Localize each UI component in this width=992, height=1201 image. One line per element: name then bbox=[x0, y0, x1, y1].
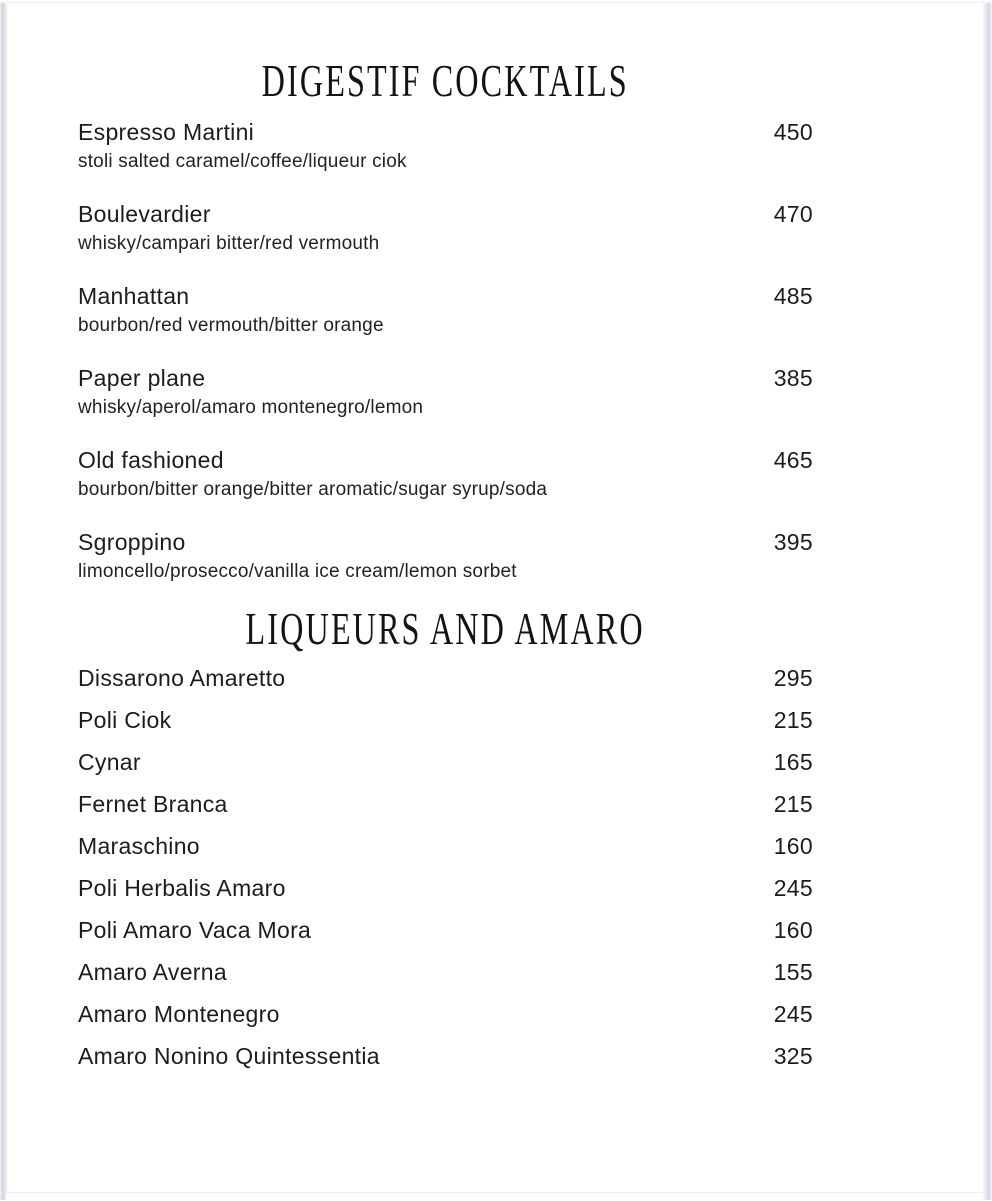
section-liqueurs-and-amaro bbox=[78, 604, 813, 1071]
item-name: Old fashioned bbox=[78, 447, 224, 473]
item-head bbox=[78, 748, 813, 777]
item-head bbox=[78, 200, 813, 229]
item-head bbox=[78, 1042, 813, 1071]
item-head bbox=[78, 118, 813, 147]
item-price: 450 bbox=[773, 119, 813, 145]
item-head bbox=[78, 706, 813, 735]
menu-item bbox=[78, 706, 813, 735]
item-head bbox=[78, 664, 813, 693]
item-head bbox=[78, 364, 813, 393]
item-name: Paper plane bbox=[78, 365, 206, 391]
section-digestif-cocktails bbox=[78, 56, 813, 583]
item-head bbox=[78, 958, 813, 987]
item-price: 395 bbox=[773, 529, 813, 555]
item-name: Cynar bbox=[78, 749, 141, 775]
menu-item bbox=[78, 364, 813, 419]
menu-item bbox=[78, 1000, 813, 1029]
page-left-edge-shadow bbox=[0, 0, 8, 1200]
section-title-text: LIQUEURS AND AMARO bbox=[245, 603, 646, 654]
menu-item bbox=[78, 200, 813, 255]
menu-item bbox=[78, 916, 813, 945]
menu-item bbox=[78, 1042, 813, 1071]
item-name: Sgroppino bbox=[78, 529, 186, 555]
menu-item bbox=[78, 118, 813, 173]
menu-item bbox=[78, 282, 813, 337]
item-price: 295 bbox=[773, 665, 813, 691]
item-price: 155 bbox=[773, 959, 813, 985]
item-head bbox=[78, 282, 813, 311]
item-name: Dissarono Amaretto bbox=[78, 665, 286, 691]
item-price: 385 bbox=[773, 365, 813, 391]
menu-item bbox=[78, 748, 813, 777]
item-name: Amaro Montenegro bbox=[78, 1001, 280, 1027]
item-name: Poli Ciok bbox=[78, 707, 172, 733]
item-description: whisky/campari bitter/red vermouth bbox=[78, 233, 380, 254]
page-right-edge-shadow bbox=[982, 0, 992, 1200]
item-description: bourbon/red vermouth/bitter orange bbox=[78, 315, 384, 336]
item-head bbox=[78, 916, 813, 945]
item-price: 465 bbox=[773, 447, 813, 473]
item-head bbox=[78, 1000, 813, 1029]
item-price: 215 bbox=[773, 707, 813, 733]
item-description: bourbon/bitter orange/bitter aromatic/sugar syrup/soda bbox=[78, 479, 548, 500]
item-price: 245 bbox=[773, 1001, 813, 1027]
item-price: 485 bbox=[773, 283, 813, 309]
section-title-text: DIGESTIF COCKTAILS bbox=[261, 55, 630, 106]
item-name: Manhattan bbox=[78, 283, 190, 309]
item-description: limoncello/prosecco/vanilla ice cream/lemon sorbet bbox=[78, 561, 517, 582]
section-title-digestif-cocktails bbox=[78, 56, 813, 106]
item-price: 165 bbox=[773, 749, 813, 775]
item-price: 245 bbox=[773, 875, 813, 901]
item-name: Boulevardier bbox=[78, 201, 211, 227]
item-name: Maraschino bbox=[78, 833, 200, 859]
item-price: 215 bbox=[773, 791, 813, 817]
menu-page bbox=[78, 0, 813, 1084]
item-description: stoli salted caramel/coffee/liqueur ciok bbox=[78, 151, 407, 172]
item-head bbox=[78, 832, 813, 861]
menu-item bbox=[78, 832, 813, 861]
menu-item bbox=[78, 958, 813, 987]
item-name: Amaro Nonino Quintessentia bbox=[78, 1043, 380, 1069]
item-price: 325 bbox=[773, 1043, 813, 1069]
menu-item bbox=[78, 790, 813, 819]
item-head bbox=[78, 446, 813, 475]
item-head bbox=[78, 790, 813, 819]
menu-item bbox=[78, 446, 813, 501]
menu-item bbox=[78, 528, 813, 583]
item-name: Espresso Martini bbox=[78, 119, 255, 145]
item-name: Poli Herbalis Amaro bbox=[78, 875, 286, 901]
section-title-liqueurs-and-amaro bbox=[78, 604, 813, 654]
item-head bbox=[78, 528, 813, 557]
item-price: 160 bbox=[773, 917, 813, 943]
menu-item bbox=[78, 874, 813, 903]
item-name: Amaro Averna bbox=[78, 959, 227, 985]
item-name: Poli Amaro Vaca Mora bbox=[78, 917, 312, 943]
item-description: whisky/aperol/amaro montenegro/lemon bbox=[78, 397, 424, 418]
item-name: Fernet Branca bbox=[78, 791, 228, 817]
item-price: 470 bbox=[773, 201, 813, 227]
menu-item bbox=[78, 664, 813, 693]
item-head bbox=[78, 874, 813, 903]
item-price: 160 bbox=[773, 833, 813, 859]
